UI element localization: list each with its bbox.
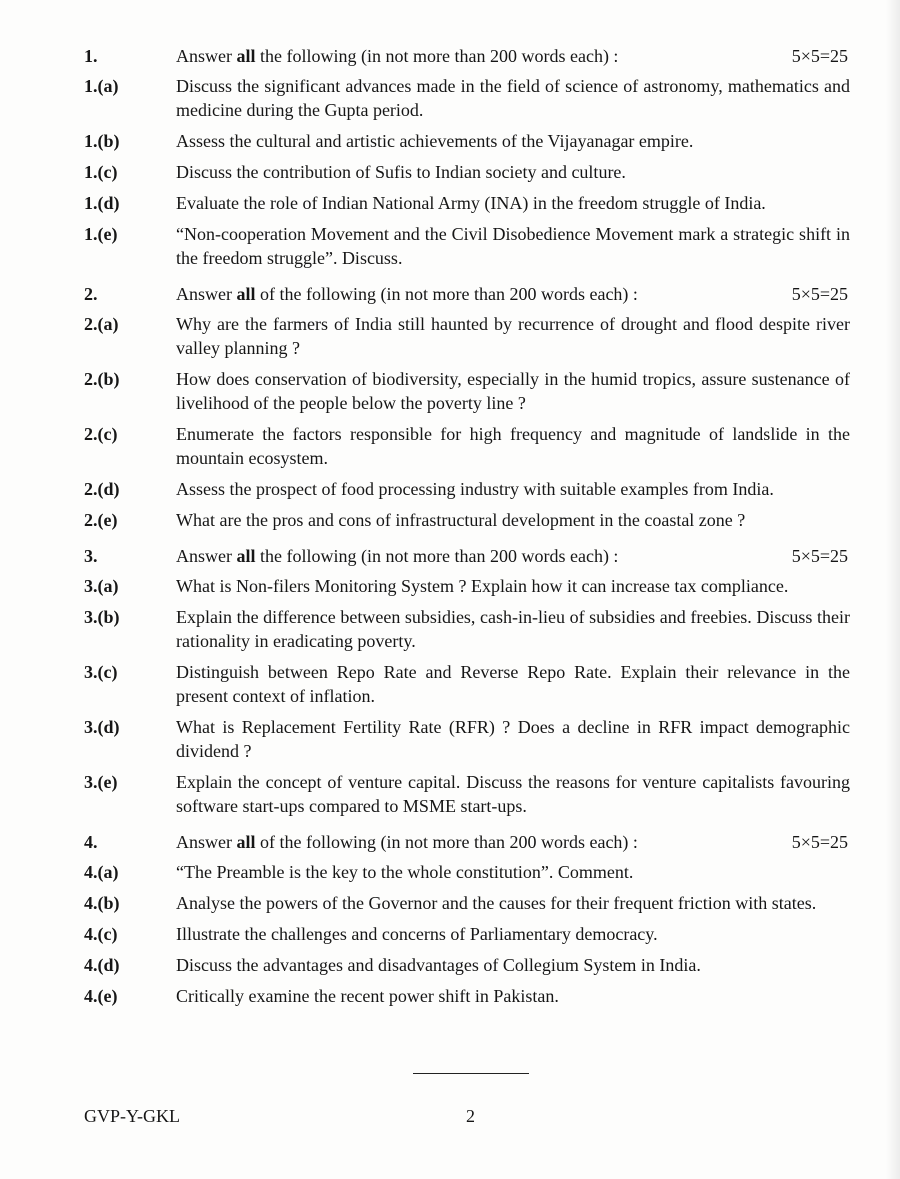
question-item xyxy=(84,860,850,884)
section-heading xyxy=(84,830,850,854)
question-text: What is Non-filers Monitoring System ? Explain how it can increase tax compliance. xyxy=(176,576,789,596)
question-number: 4.(b) xyxy=(84,893,120,913)
question-text: Explain the difference between subsidies, cash-in-lieu of subsidies and freebies. Discuss their rationality in eradicating poverty. xyxy=(176,607,850,651)
instruction-text-pre: Answer xyxy=(176,284,232,304)
section-number: 2. xyxy=(84,284,98,304)
instruction-emphasis: all xyxy=(236,46,256,66)
question-number: 3.(a) xyxy=(84,576,119,596)
question-number: 1.(d) xyxy=(84,193,120,213)
question-item xyxy=(84,770,850,818)
question-number: 1.(e) xyxy=(84,224,118,244)
question-text: Distinguish between Repo Rate and Reverse Repo Rate. Explain their relevance in the present context of inflation. xyxy=(176,662,850,706)
question-number: 4.(a) xyxy=(84,862,119,882)
question-item xyxy=(84,660,850,708)
question-text: Analyse the powers of the Governor and the causes for their frequent friction with states. xyxy=(176,893,817,913)
question-item xyxy=(84,605,850,653)
question-number: 2.(a) xyxy=(84,314,119,334)
section-instruction xyxy=(176,544,618,568)
question-item xyxy=(84,508,850,532)
question-number: 2.(e) xyxy=(84,510,118,530)
instruction-text-pre: Answer xyxy=(176,546,232,566)
question-item xyxy=(84,574,850,598)
end-divider-line xyxy=(413,1073,529,1074)
question-section xyxy=(84,282,850,532)
question-text: Evaluate the role of Indian National Army (INA) in the freedom struggle of India. xyxy=(176,193,766,213)
question-number: 3.(e) xyxy=(84,772,118,792)
question-text: Illustrate the challenges and concerns of Parliamentary democracy. xyxy=(176,924,658,944)
page-number: 2 xyxy=(466,1106,475,1126)
question-item xyxy=(84,922,850,946)
question-text: Assess the cultural and artistic achievements of the Vijayanagar empire. xyxy=(176,131,694,151)
instruction-text-pre: Answer xyxy=(176,46,232,66)
question-section xyxy=(84,44,850,270)
instruction-emphasis: all xyxy=(236,832,256,852)
question-text: Why are the farmers of India still haunted by recurrence of drought and flood despite river valley planning ? xyxy=(176,314,850,358)
section-instruction xyxy=(176,44,618,68)
question-number: 2.(b) xyxy=(84,369,120,389)
question-text: Enumerate the factors responsible for high frequency and magnitude of landslide in the mountain ecosystem. xyxy=(176,424,850,468)
question-text: Explain the concept of venture capital. Discuss the reasons for venture capitalists favouring software start-ups compared to MSME start-ups. xyxy=(176,772,850,816)
question-text: Assess the prospect of food processing industry with suitable examples from India. xyxy=(176,479,774,499)
question-item xyxy=(84,891,850,915)
section-heading xyxy=(84,44,850,68)
instruction-text-pre: Answer xyxy=(176,832,232,852)
section-heading xyxy=(84,282,850,306)
question-text: What is Replacement Fertility Rate (RFR) ? Does a decline in RFR impact demographic dividend ? xyxy=(176,717,850,761)
section-instruction xyxy=(176,282,638,306)
question-number: 2.(c) xyxy=(84,424,118,444)
instruction-emphasis: all xyxy=(236,284,256,304)
question-number: 4.(e) xyxy=(84,986,118,1006)
question-text: What are the pros and cons of infrastructural development in the coastal zone ? xyxy=(176,510,746,530)
section-marks: 5×5=25 xyxy=(791,546,848,566)
section-marks: 5×5=25 xyxy=(791,46,848,66)
question-text: Discuss the advantages and disadvantages of Collegium System in India. xyxy=(176,955,701,975)
question-section xyxy=(84,830,850,1008)
question-number: 1.(c) xyxy=(84,162,118,182)
instruction-emphasis: all xyxy=(236,546,256,566)
question-text: “The Preamble is the key to the whole constitution”. Comment. xyxy=(176,862,634,882)
question-number: 1.(b) xyxy=(84,131,120,151)
instruction-text-post: the following (in not more than 200 words each) : xyxy=(260,46,619,66)
instruction-text-post: the following (in not more than 200 words each) : xyxy=(260,546,619,566)
question-item xyxy=(84,191,850,215)
question-item xyxy=(84,129,850,153)
section-instruction xyxy=(176,830,638,854)
question-number: 1.(a) xyxy=(84,76,119,96)
question-item xyxy=(84,422,850,470)
section-heading xyxy=(84,544,850,568)
paper-code: GVP-Y-GKL xyxy=(84,1106,180,1126)
question-number: 4.(d) xyxy=(84,955,120,975)
question-item xyxy=(84,984,850,1008)
instruction-text-post: of the following (in not more than 200 words each) : xyxy=(260,284,638,304)
section-marks: 5×5=25 xyxy=(791,284,848,304)
question-text: Discuss the contribution of Sufis to Indian society and culture. xyxy=(176,162,626,182)
scan-edge-shading xyxy=(886,0,900,1179)
question-section xyxy=(84,544,850,818)
question-number: 3.(c) xyxy=(84,662,118,682)
section-number: 1. xyxy=(84,46,98,66)
question-item xyxy=(84,160,850,184)
question-content xyxy=(84,44,850,1020)
question-text: How does conservation of biodiversity, especially in the humid tropics, assure sustenance of livelihood of the people below the poverty line ? xyxy=(176,369,850,413)
question-item xyxy=(84,367,850,415)
question-item xyxy=(84,312,850,360)
question-number: 4.(c) xyxy=(84,924,118,944)
section-number: 4. xyxy=(84,832,98,852)
question-text: Critically examine the recent power shift in Pakistan. xyxy=(176,986,559,1006)
question-item xyxy=(84,477,850,501)
question-number: 3.(b) xyxy=(84,607,120,627)
question-text: “Non-cooperation Movement and the Civil Disobedience Movement mark a strategic shift in the freedom struggle”. Discuss. xyxy=(176,224,850,268)
question-number: 2.(d) xyxy=(84,479,120,499)
question-item xyxy=(84,74,850,122)
question-item xyxy=(84,953,850,977)
question-text: Discuss the significant advances made in the field of science of astronomy, mathematics and medicine during the Gupta period. xyxy=(176,76,850,120)
question-item xyxy=(84,715,850,763)
question-item xyxy=(84,222,850,270)
section-number: 3. xyxy=(84,546,98,566)
instruction-text-post: of the following (in not more than 200 words each) : xyxy=(260,832,638,852)
section-marks: 5×5=25 xyxy=(791,832,848,852)
question-number: 3.(d) xyxy=(84,717,120,737)
